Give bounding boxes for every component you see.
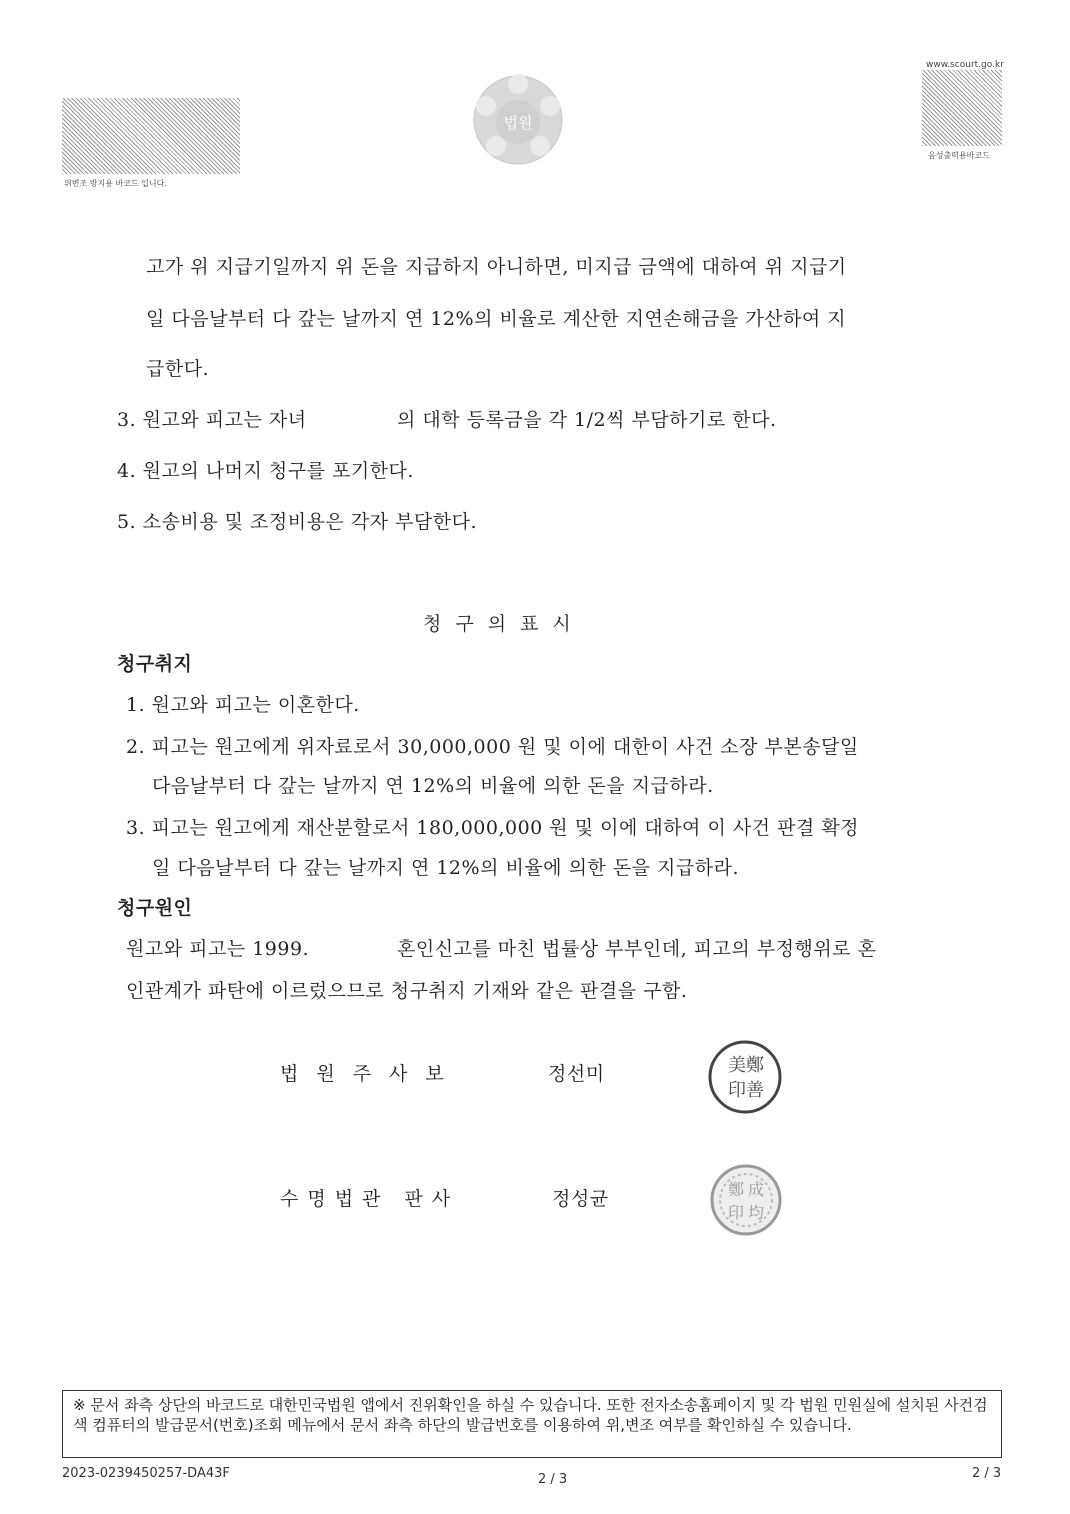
verification-notice-text: ※ 문서 좌측 상단의 바코드로 대한민국법원 앱에서 진위확인을 하실 수 있습니다. 또한 전자소송홈페이지 및 각 법원 민원실에 설치된 사건검색 컴퓨터의 발급문서(번호)조회 메뉴에서 문서 좌측 하단의 발급번호를 이용하여 위,변조 여부를 확인하실 수 있습니다. <box>73 1396 988 1434</box>
signature-name-2: 정성균 <box>552 1188 609 1210</box>
right-barcode-caption: 음성출력용바코드 <box>928 151 990 160</box>
purpose-2-line-1: 2. 피고는 원고에게 위자료로서 30,000,000 원 및 이에 대한이 사건 소장 부본송달일 <box>126 736 859 758</box>
signature-role-1: 법원주사보 <box>280 1063 462 1085</box>
svg-text:印: 印 <box>728 1080 746 1101</box>
purpose-3-line-1: 3. 피고는 원고에게 재산분할로서 180,000,000 원 및 이에 대하여 이 사건 판결 확정 <box>126 817 860 839</box>
anti-forgery-barcode <box>62 98 240 174</box>
item-3-end: 의 대학 등록금을 각 1/2씩 부담하기로 한다. <box>397 409 777 431</box>
seal-stamp-2 <box>708 1162 784 1238</box>
cause-line-2: 인관계가 파탄에 이르렀으므로 청구취지 기재와 같은 판결을 구함. <box>126 980 688 1002</box>
cause-line-1-end: 혼인신고를 마친 법률상 부부인데, 피고의 부정행위로 혼 <box>397 938 877 960</box>
page-number-center: 2 / 3 <box>538 1472 568 1487</box>
purpose-3-line-2: 일 다음날부터 다 갚는 날까지 연 12%의 비율에 의한 돈을 지급하라. <box>152 857 740 879</box>
svg-text:善: 善 <box>746 1080 764 1101</box>
svg-text:美: 美 <box>728 1055 746 1076</box>
signature-name-1: 정선미 <box>548 1063 605 1085</box>
left-barcode-caption: 위변조 방지용 바코드 입니다. <box>64 179 167 188</box>
verification-notice <box>62 1390 1002 1458</box>
cause-line-1-start: 원고와 피고는 1999. <box>126 938 310 960</box>
svg-text:鄭: 鄭 <box>746 1055 764 1076</box>
body-line-2: 일 다음날부터 다 갚는 날까지 연 12%의 비율로 계산한 지연손해금을 가산하여 지 <box>146 308 847 330</box>
svg-text:印: 印 <box>728 1203 745 1222</box>
item-3-start: 3. 원고와 피고는 자녀 <box>117 409 307 431</box>
purpose-2-line-2: 다음날부터 다 갚는 날까지 연 12%의 비율에 의한 돈을 지급하라. <box>152 775 714 797</box>
voice-output-barcode <box>922 70 1002 146</box>
svg-text:鄭: 鄭 <box>728 1180 745 1199</box>
purpose-1: 1. 원고와 피고는 이혼한다. <box>126 694 360 716</box>
body-line-3: 급한다. <box>146 358 210 380</box>
svg-text:均: 均 <box>748 1203 765 1222</box>
item-4: 4. 원고의 나머지 청구를 포기한다. <box>117 460 414 482</box>
court-url: www.scourt.go.kr <box>926 60 1004 70</box>
issue-number: 2023-0239450257-DA43F <box>62 1466 230 1481</box>
emblem-text: 법원 <box>503 114 533 132</box>
item-5: 5. 소송비용 및 조정비용은 각자 부담한다. <box>117 511 478 533</box>
page-number-right: 2 / 3 <box>972 1466 1002 1481</box>
purpose-heading: 청구취지 <box>117 653 193 675</box>
body-line-1: 고가 위 지급기일까지 위 돈을 지급하지 아니하면, 미지급 금액에 대하여 위 지급기 <box>146 256 847 278</box>
svg-text:成: 成 <box>748 1180 765 1199</box>
claim-title: 청구의표시 <box>423 613 585 635</box>
seal-stamp-1 <box>706 1038 784 1116</box>
court-emblem <box>468 70 568 170</box>
cause-heading: 청구원인 <box>117 897 193 919</box>
signature-role-2: 수명법관 판사 <box>280 1188 460 1210</box>
